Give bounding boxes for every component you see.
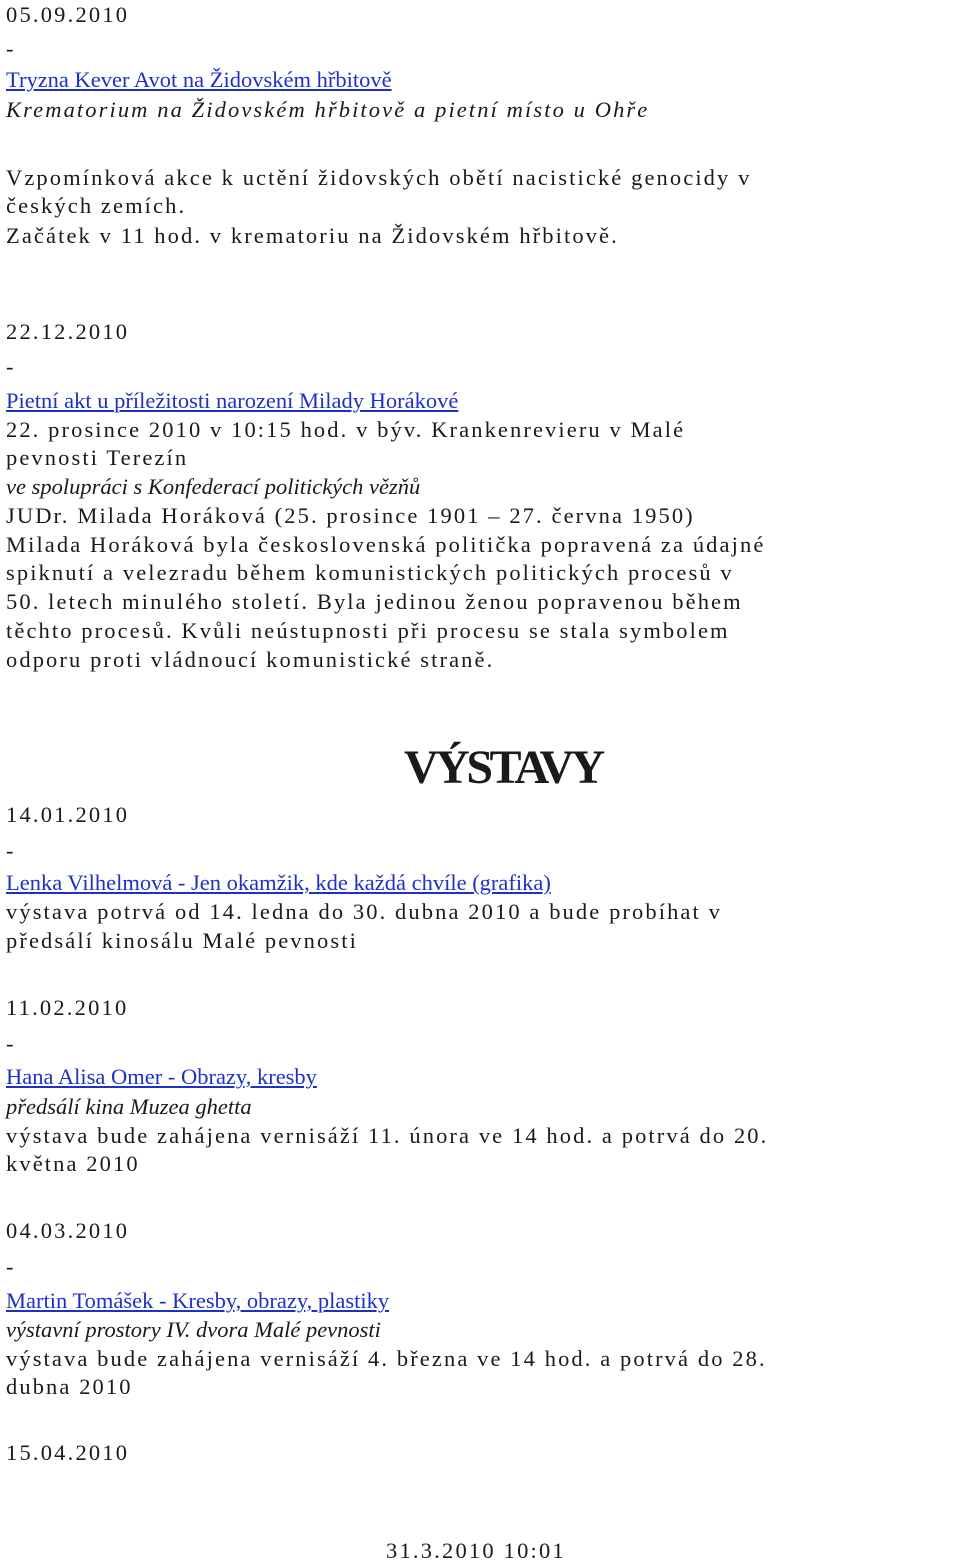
exhibition-subtitle: předsálí kina Muzea ghetta [6, 1094, 252, 1119]
event-text-line: odporu proti vládnoucí komunistické straně. [6, 647, 495, 672]
exhibition-date: 14.01.2010 [6, 802, 130, 827]
exhibition-dash: - [6, 1031, 14, 1056]
event-text-line: Milada Horáková byla československá politička popravená za údajné [6, 532, 766, 557]
exhibition-subtitle: výstavní prostory IV. dvora Malé pevnosti [6, 1317, 381, 1342]
event-date: 22.12.2010 [6, 319, 130, 344]
event-text-line: českých zemích. [6, 193, 187, 218]
event-text-line: Začátek v 11 hod. v krematoriu na Židovském hřbitově. [6, 223, 619, 248]
exhibition-title-link[interactable]: Martin Tomášek - Kresby, obrazy, plastiky [6, 1288, 390, 1313]
event-title-link[interactable]: Tryzna Kever Avot na Židovském hřbitově [6, 67, 392, 92]
event-subtitle: ve spolupráci s Konfederací politických vězňů [6, 474, 421, 499]
event-dash: - [6, 36, 14, 61]
event-text-line: Vzpomínková akce k uctění židovských obětí nacistické genocidy v [6, 165, 752, 190]
event-text-line: 50. letech minulého století. Byla jedinou ženou popravenou během [6, 589, 743, 614]
exhibition-date: 04.03.2010 [6, 1218, 130, 1243]
event-date: 05.09.2010 [6, 2, 130, 27]
event-title-link[interactable]: Pietní akt u příležitosti narození Milady Horákové [6, 388, 459, 413]
event-text-line: pevnosti Terezín [6, 445, 189, 470]
exhibition-dash: - [6, 1254, 14, 1279]
exhibition-date: 11.02.2010 [6, 995, 129, 1020]
exhibition-title-link[interactable]: Hana Alisa Omer - Obrazy, kresby [6, 1064, 317, 1089]
event-subtitle: Krematorium na Židovském hřbitově a pietní místo u Ohře [6, 97, 650, 122]
exhibition-dash: - [6, 838, 14, 863]
exhibition-text-line: května 2010 [6, 1151, 140, 1176]
exhibition-date: 15.04.2010 [6, 1440, 130, 1465]
exhibition-text-line: výstava potrvá od 14. ledna do 30. dubna 2010 a bude probíhat v [6, 899, 722, 924]
event-text-line: spiknutí a velezradu během komunistických politických procesů v [6, 560, 734, 585]
exhibition-text-line: výstava bude zahájena vernisáží 11. února ve 14 hod. a potrvá do 20. [6, 1123, 769, 1148]
exhibition-text-line: výstava bude zahájena vernisáží 4. března ve 14 hod. a potrvá do 28. [6, 1346, 767, 1371]
event-text-line: 22. prosince 2010 v 10:15 hod. v býv. Krankenrevieru v Malé [6, 417, 686, 442]
section-heading: VÝSTAVY [404, 741, 602, 794]
footer-timestamp: 31.3.2010 10:01 [386, 1538, 566, 1563]
event-text-line: těchto procesů. Kvůli neústupnosti při procesu se stala symbolem [6, 618, 730, 643]
exhibition-text-line: předsálí kinosálu Malé pevnosti [6, 928, 358, 953]
event-text-line: JUDr. Milada Horáková (25. prosince 1901 – 27. června 1950) [6, 503, 695, 528]
exhibition-title-link[interactable]: Lenka Vilhelmová - Jen okamžik, kde každá chvíle (grafika) [6, 870, 551, 895]
exhibition-text-line: dubna 2010 [6, 1374, 133, 1399]
event-dash: - [6, 354, 14, 379]
